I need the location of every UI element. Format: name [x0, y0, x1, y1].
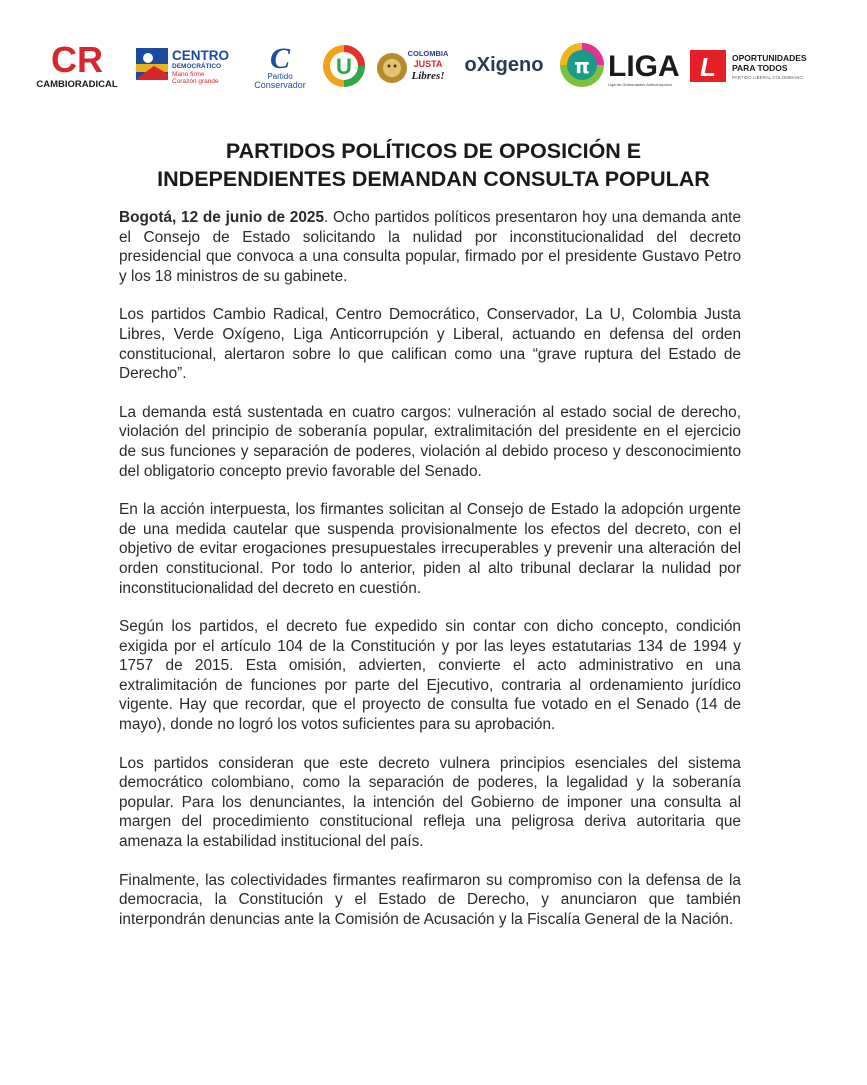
liga-anticorrupcion-logo	[558, 38, 680, 94]
liberal-line-3: PARTIDO LIBERAL COLOMBIANO	[732, 75, 803, 80]
conservador-line-1: Partido	[267, 72, 293, 81]
la-u-mark: U	[336, 54, 352, 79]
colombia-justa-line-3: Libres!	[411, 70, 445, 82]
liberal-line-2: PARA TODOS	[732, 63, 788, 73]
liga-label: LIGA	[608, 50, 680, 83]
partido-de-la-u-logo	[320, 38, 368, 94]
liberal-line-1: OPORTUNIDADES	[732, 53, 807, 63]
partido-conservador-logo	[244, 38, 314, 94]
colombia-justa-line-2: JUSTA	[413, 59, 443, 69]
centro-democratico-sub: DEMOCRÁTICO	[172, 63, 222, 70]
centro-democratico-name: CENTRO	[172, 48, 229, 63]
centro-democratico-tagline-2: Corazón grande	[172, 78, 219, 85]
centro-democratico-logo	[134, 38, 240, 94]
colombia-justa-libres-logo	[376, 38, 450, 94]
dateline: Bogotá, 12 de junio de 2025	[119, 209, 325, 226]
verde-oxigeno-logo	[456, 38, 552, 94]
press-release-title	[0, 137, 867, 193]
paragraph-6: Los partidos consideran que este decreto vulnera principios esenciales del sistema democrático colombiano, como la separación de poderes, la legalidad y la soberanía popular. Para los denunciantes, la intención del Gobierno de imponer una consulta al margen del procedimiento constitucional refleja una peligrosa deriva autoritaria que amenaza la estabilidad institucional del país.	[119, 754, 741, 851]
centro-democratico-tagline-1: Mano firme	[172, 71, 205, 78]
cambio-radical-logo	[30, 38, 125, 94]
press-release-body	[119, 208, 741, 948]
liga-sub: Liga de Gobernantes Anticorrupción	[608, 82, 672, 87]
paragraph-5: Según los partidos, el decreto fue expedido sin contar con dicho concepto, condición exigida por el artículo 104 de la Constitución y por las leyes estatutarias 134 de 1994 y 1757 de 2015. Esta omisión, advierten, convierte el acto administrativo en una extralimitación de funciones por parte del Ejecutivo, contraria al ordenamiento jurídico vigente. Hay que recordar, que el proyecto de consulta fue votado en el Senado (14 de mayo), donde no logró los votos suficientes para su aprobación.	[119, 618, 741, 734]
oxigeno-label: oXigeno	[464, 54, 544, 76]
paragraph-3: La demanda está sustentada en cuatro cargos: vulneración al estado social de derecho, violación del principio de soberanía popular, extralimitación del presidente en el ejercicio de sus funciones y separación de poderes, violación al debido proceso y desconocimiento del obligatorio concepto previo favorable del Senado.	[119, 403, 741, 480]
conservador-mark: C	[269, 42, 291, 75]
paragraph-1	[119, 208, 741, 286]
colombia-justa-line-1: COLOMBIA	[407, 49, 449, 58]
cambio-radical-mark: CR	[51, 39, 103, 80]
liberal-mark: L	[700, 52, 716, 82]
party-logos-strip	[30, 38, 830, 98]
cambio-radical-label: CAMBIORADICAL	[36, 79, 118, 90]
title-line-1: PARTIDOS POLÍTICOS DE OPOSICIÓN E	[225, 139, 642, 163]
paragraph-7: Finalmente, las colectividades firmantes reafirmaron su compromiso con la defensa de la democracia, la Constitución y el Estado de Derecho, y anunciaron que también interpondrán denuncias ante la Comisión de Acusación y la Fiscalía General de la Nación.	[119, 871, 741, 928]
title-line-2: INDEPENDIENTES DEMANDAN CONSULTA POPULAR	[157, 167, 710, 191]
liga-mark: π	[574, 54, 590, 78]
partido-liberal-logo	[688, 38, 830, 94]
paragraph-1-text: . Ocho partidos políticos presentaron hoy una demanda ante el Consejo de Estado solicitando la nulidad por inconstitucionalidad del decreto presidencial que convoca a una consulta popular, firmado por el presidente Gustavo Petro y los 18 ministros de su gabinete.	[119, 209, 742, 285]
paragraph-4: En la acción interpuesta, los firmantes solicitan al Consejo de Estado la adopción urgente de una medida cautelar que suspenda provisionalmente los efectos del decreto, con el objetivo de evitar erogaciones presupuestales irrecuperables y prevenir una alteración del orden constitucional. Por todo lo anterior, piden al alto tribunal declarar la nulidad por inconstitucionalidad del decreto en cuestión.	[119, 501, 741, 597]
paragraph-2: Los partidos Cambio Radical, Centro Democrático, Conservador, La U, Colombia Justa Libres, Verde Oxígeno, Liga Anticorrupción y Liberal, actuando en defensa del orden constitucional, alertaron sobre lo que califican como una “grave ruptura del Estado de Derecho”.	[119, 306, 741, 383]
conservador-line-2: Conservador	[254, 80, 306, 90]
